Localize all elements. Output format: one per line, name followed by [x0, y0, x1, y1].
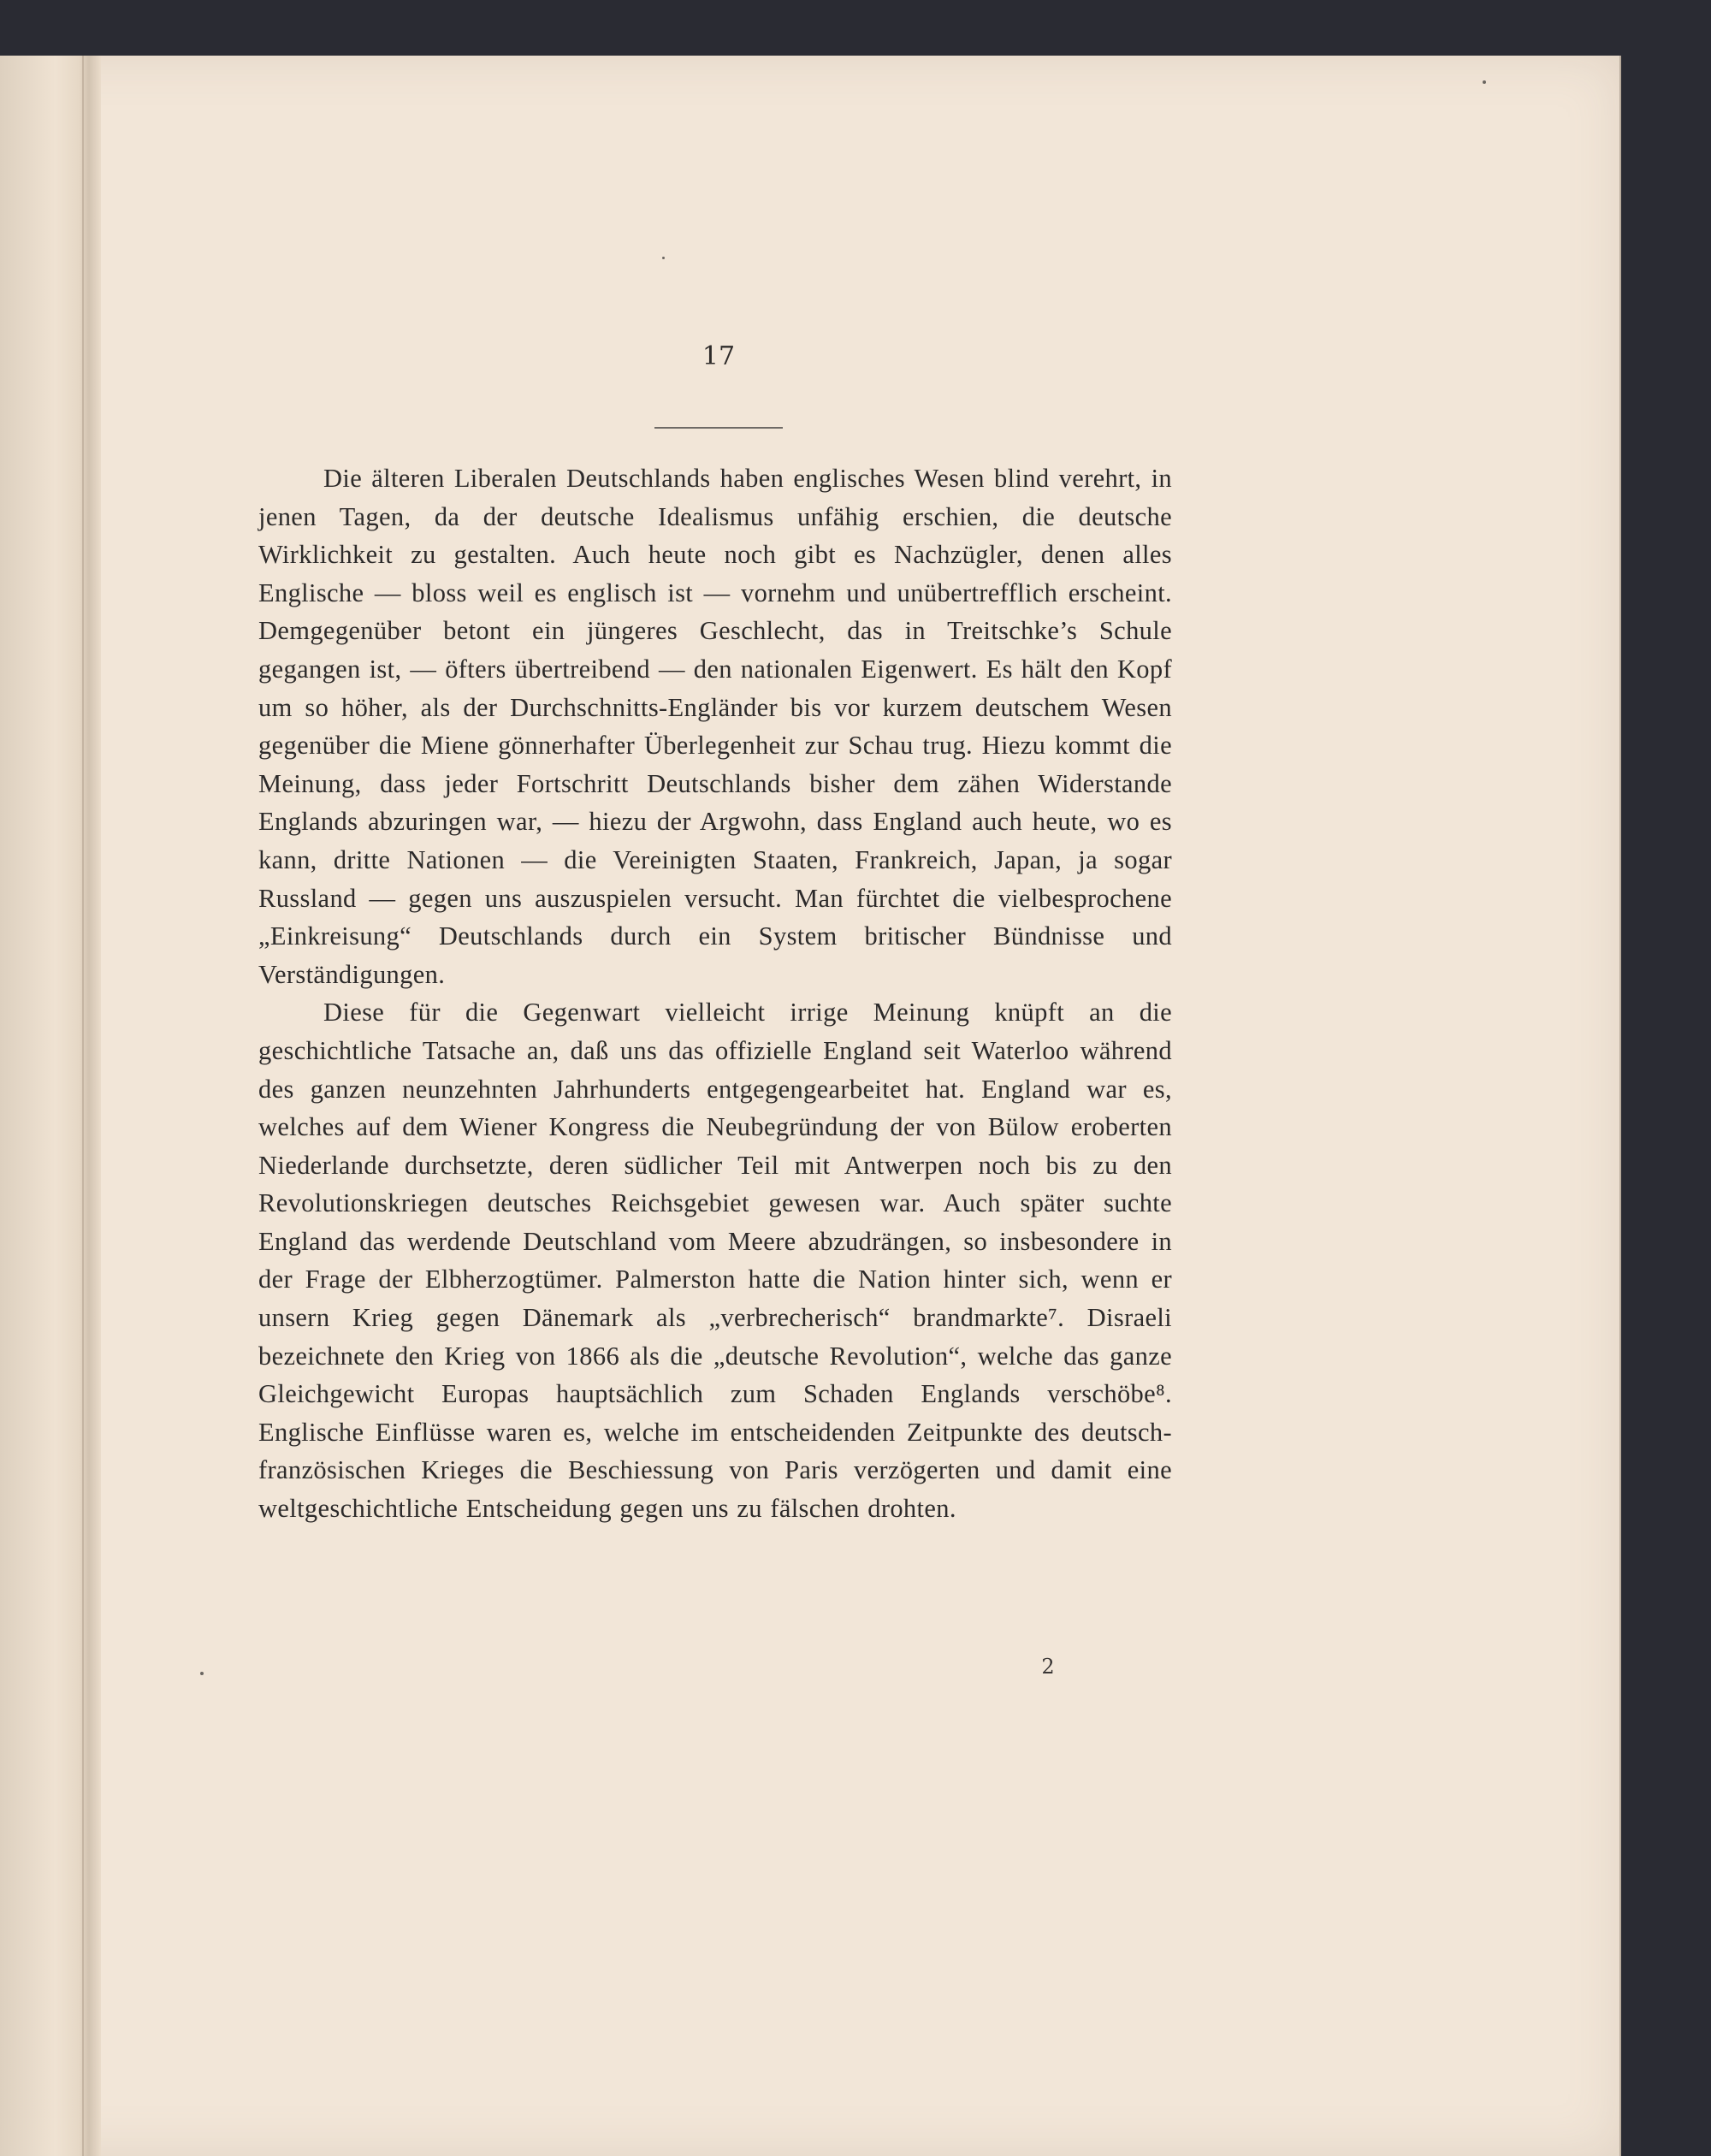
paragraph-1: Die älteren Liberalen Deutschlands haben englisches Wesen blind verehrt, in jenen Tagen, da der deutsche Idealismus unfähig erschien, die deutsche Wirklichkeit zu gestalten. Auch heute noch gibt es Nachzügler, denen alles Englische — bloss weil es englisch ist — vornehm und unübertrefflich erscheint. Demgegenüber betont ein jüngeres Geschlecht, das in Treitschke’s Schule gegangen ist, — öfters übertreibend — den nationalen Eigenwert. Es hält den Kopf um so höher, als der Durchschnitts-Engländer bis vor kurzem deutschem Wesen gegenüber die Miene gönnerhafter Überlegenheit zur Schau trug. Hiezu kommt die Meinung, dass jeder Fortschritt Deutschlands bisher dem zähen Widerstande Englands abzuringen war, — hiezu der Argwohn, dass England auch heute, wo es kann, dritte Nationen — die Vereinigten Staaten, Frankreich, Japan, ja sogar Russland — gegen uns auszuspielen versucht. Man fürchtet die vielbesprochene „Einkreisung“ Deutschlands durch ein System britischer Bündnisse und Verständigungen. — [258, 464, 1172, 989]
spine-fold-line — [82, 56, 84, 2156]
dust-speck — [200, 1672, 204, 1675]
page-number: 17 — [702, 341, 736, 371]
signature-mark: 2 — [1041, 1655, 1055, 1679]
header-rule — [654, 427, 783, 429]
paragraph-2: Diese für die Gegenwart vielleicht irrige Meinung knüpft an die geschichtliche Tatsache an, daß uns das offizielle England seit Waterloo während des ganzen neunzehnten Jahrhunderts entgegengearbeitet hat. England war es, welches auf dem Wiener Kongress die Neubegründung der von Bülow eroberten Niederlande durchsetzte, deren südlicher Teil mit Antwerpen noch bis zu den Revolutionskriegen deutsches Reichsgebiet gewesen war. Auch später suchte England das werdende Deutschland vom Meere abzudrängen, so insbesondere in der Frage der Elbherzogtümer. Palmerston hatte die Nation hinter sich, wenn er unsern Krieg gegen Dänemark als „verbrecherisch“ brandmarkte⁷. Disraeli bezeichnete den Krieg von 1866 als die „deutsche Revolution“, welche das ganze Gleichgewicht Europas hauptsächlich zum Schaden Englands verschöbe⁸. Englische Einflüsse waren es, welche im entscheidenden Zeitpunkte des deutsch-französischen Krieges die Beschiessung von Paris verzögerten und damit eine weltgeschichtliche Entscheidung gegen uns zu fälschen drohten. — [258, 998, 1172, 1524]
body-text — [258, 459, 1172, 1528]
dust-speck — [662, 257, 665, 259]
dust-speck — [1483, 80, 1486, 84]
page-spine — [0, 56, 101, 2156]
